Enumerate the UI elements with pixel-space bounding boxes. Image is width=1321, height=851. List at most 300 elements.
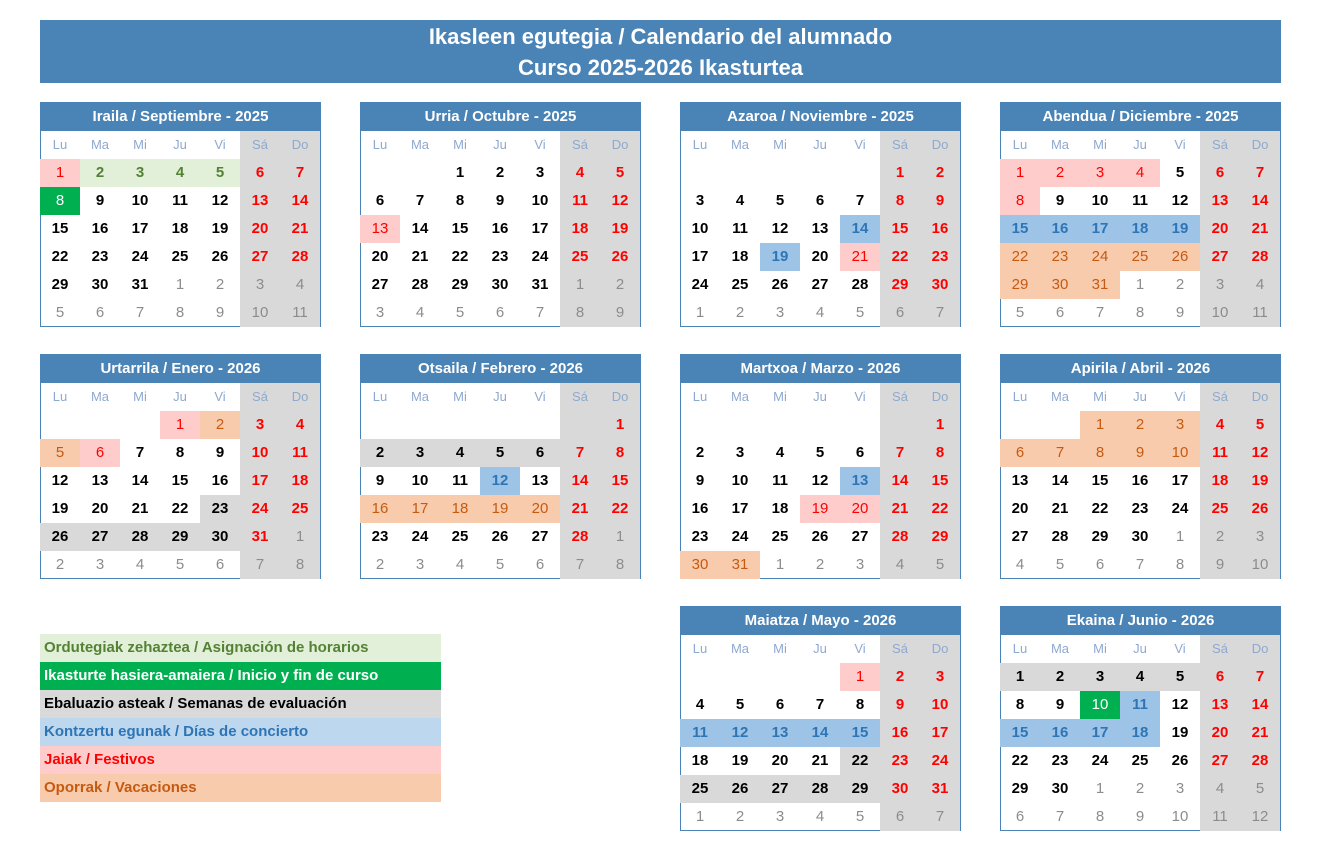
day-cell: 5	[815, 444, 825, 461]
filler-cell: 10	[1171, 808, 1189, 825]
day-cell: 4	[1120, 663, 1160, 691]
day-cell: 13	[531, 472, 549, 489]
weekday-header: Lu	[372, 389, 388, 404]
day-cell: 23	[1051, 752, 1069, 769]
day-cell: 21	[560, 495, 600, 523]
day-cell: 11	[1120, 691, 1160, 719]
day-cell: 3	[535, 164, 545, 181]
day-cell: 16	[491, 220, 509, 237]
day-cell: 30	[200, 523, 240, 551]
day-cell: 13	[1011, 472, 1029, 489]
day-cell: 28	[1240, 747, 1280, 775]
day-cell: 25	[560, 243, 600, 271]
filler-cell: 7	[920, 299, 960, 327]
month-8	[1000, 354, 1281, 579]
filler-cell	[360, 159, 400, 187]
filler-cell: 9	[1175, 304, 1185, 321]
filler-cell: 8	[600, 551, 640, 579]
day-cell: 17	[1080, 719, 1120, 747]
day-cell: 20	[1200, 719, 1240, 747]
month-10	[1000, 606, 1281, 831]
day-cell: 7	[560, 439, 600, 467]
day-cell: 4	[1200, 411, 1240, 439]
weekday-header: Lu	[372, 137, 388, 152]
day-cell: 10	[920, 691, 960, 719]
filler-cell: 12	[1240, 803, 1280, 831]
day-cell: 10	[1091, 192, 1109, 209]
day-cell: 3	[920, 663, 960, 691]
day-cell: 1	[600, 411, 640, 439]
day-cell: 14	[800, 719, 840, 747]
day-cell: 4	[1120, 159, 1160, 187]
day-cell: 6	[375, 192, 385, 209]
day-cell: 3	[735, 444, 745, 461]
weekday-header: Do	[1240, 635, 1280, 663]
day-cell: 12	[1171, 696, 1189, 713]
day-cell: 22	[51, 248, 69, 265]
day-cell: 12	[600, 187, 640, 215]
weekday-header: Ma	[410, 389, 430, 404]
day-cell: 13	[760, 719, 800, 747]
filler-cell: 7	[560, 551, 600, 579]
filler-cell: 8	[1095, 808, 1105, 825]
month-header: Maiatza / Mayo - 2026	[680, 606, 961, 635]
filler-cell: 2	[375, 556, 385, 573]
day-cell: 5	[775, 192, 785, 209]
day-cell: 24	[131, 248, 149, 265]
day-cell: 6	[775, 696, 785, 713]
day-cell: 25	[1131, 752, 1149, 769]
day-cell: 29	[451, 276, 469, 293]
day-cell: 29	[1011, 780, 1029, 797]
month-1	[40, 102, 321, 327]
weekday-header: Do	[920, 635, 960, 663]
calendar-title: Ikasleen egutegia / Calendario del alumnado	[428, 24, 893, 49]
day-cell: 12	[1240, 439, 1280, 467]
weekday-header: Ma	[1050, 137, 1070, 152]
day-cell: 12	[811, 472, 829, 489]
day-cell: 25	[680, 775, 720, 803]
day-cell: 28	[1240, 243, 1280, 271]
day-cell: 5	[480, 439, 520, 467]
day-cell: 5	[40, 439, 80, 467]
day-cell: 15	[171, 472, 189, 489]
day-cell: 5	[1160, 663, 1200, 691]
day-cell: 23	[920, 243, 960, 271]
day-cell: 26	[771, 276, 789, 293]
weekday-header: Ma	[410, 137, 430, 152]
filler-cell: 4	[1015, 556, 1025, 573]
day-cell: 14	[131, 472, 149, 489]
day-cell: 12	[1171, 192, 1189, 209]
day-cell: 18	[731, 248, 749, 265]
day-cell: 5	[1175, 164, 1185, 181]
day-cell: 8	[600, 439, 640, 467]
day-cell: 24	[691, 276, 709, 293]
filler-cell	[760, 411, 800, 439]
filler-cell	[400, 159, 440, 187]
day-cell: 28	[411, 276, 429, 293]
filler-cell	[800, 411, 840, 439]
day-cell: 18	[771, 500, 789, 517]
legend-item-festivo: Jaiak / Festivos	[40, 746, 441, 774]
filler-cell: 2	[735, 808, 745, 825]
day-cell: 28	[800, 775, 840, 803]
filler-cell: 8	[175, 304, 185, 321]
day-cell: 21	[280, 215, 320, 243]
month-header: Iraila / Septiembre - 2025	[40, 102, 321, 131]
day-cell: 24	[1080, 243, 1120, 271]
filler-cell	[840, 159, 880, 187]
weekday-header: Do	[600, 383, 640, 411]
weekday-header: Sá	[1200, 131, 1240, 159]
filler-cell: 3	[775, 304, 785, 321]
day-cell: 19	[211, 220, 229, 237]
day-cell: 12	[51, 472, 69, 489]
day-cell: 8	[1000, 187, 1040, 215]
day-cell: 8	[880, 187, 920, 215]
legend-item-horarios: Ordutegiak zehaztea / Asignación de horarios	[40, 634, 441, 662]
day-cell: 11	[172, 192, 188, 209]
day-cell: 11	[772, 472, 788, 489]
day-cell: 5	[735, 696, 745, 713]
day-cell: 18	[171, 220, 189, 237]
day-cell: 26	[491, 528, 509, 545]
day-cell: 30	[1051, 780, 1069, 797]
filler-cell: 7	[1095, 304, 1105, 321]
weekday-header: Mi	[453, 137, 467, 152]
filler-cell: 5	[455, 304, 465, 321]
day-cell: 11	[680, 719, 720, 747]
day-cell: 24	[240, 495, 280, 523]
day-cell: 17	[920, 719, 960, 747]
day-cell: 24	[1091, 752, 1109, 769]
day-cell: 9	[920, 187, 960, 215]
day-cell: 14	[411, 220, 429, 237]
day-cell: 9	[880, 691, 920, 719]
day-cell: 29	[1000, 271, 1040, 299]
filler-cell: 5	[855, 808, 865, 825]
day-cell: 16	[880, 719, 920, 747]
filler-cell: 1	[175, 276, 185, 293]
day-cell: 1	[1000, 663, 1040, 691]
day-cell: 27	[531, 528, 549, 545]
filler-cell	[800, 663, 840, 691]
day-cell: 22	[171, 500, 189, 517]
day-cell: 22	[880, 243, 920, 271]
day-cell: 24	[531, 248, 549, 265]
filler-cell: 5	[55, 304, 65, 321]
day-cell: 6	[240, 159, 280, 187]
filler-cell: 6	[1095, 556, 1105, 573]
day-cell: 1	[1080, 411, 1120, 439]
day-cell: 22	[1011, 752, 1029, 769]
day-cell: 4	[560, 159, 600, 187]
day-cell: 19	[800, 495, 840, 523]
weekday-header: Ma	[730, 137, 750, 152]
day-cell: 7	[280, 159, 320, 187]
day-cell: 7	[415, 192, 425, 209]
filler-cell: 2	[1200, 523, 1240, 551]
day-cell: 19	[480, 495, 520, 523]
weekday-header: Do	[1240, 383, 1280, 411]
day-cell: 30	[1040, 271, 1080, 299]
weekday-header: Lu	[692, 641, 708, 656]
day-cell: 16	[91, 220, 109, 237]
filler-cell: 3	[240, 271, 280, 299]
day-cell: 7	[1240, 663, 1280, 691]
weekday-header: Ju	[813, 641, 827, 656]
day-cell: 27	[1011, 528, 1029, 545]
day-cell: 20	[1011, 500, 1029, 517]
weekday-header: Lu	[692, 137, 708, 152]
day-cell: 2	[1040, 663, 1080, 691]
weekday-header: Ma	[1050, 641, 1070, 656]
filler-cell: 9	[600, 299, 640, 327]
legend-item-inicio: Ikasturte hasiera-amaiera / Inicio y fin de curso	[40, 662, 441, 690]
day-cell: 6	[815, 192, 825, 209]
month-header: Abendua / Diciembre - 2025	[1000, 102, 1281, 131]
filler-cell	[440, 411, 480, 439]
day-cell: 31	[720, 551, 760, 579]
day-cell: 20	[240, 215, 280, 243]
day-cell: 13	[811, 220, 829, 237]
weekday-header: Mi	[773, 641, 787, 656]
day-cell: 14	[280, 187, 320, 215]
day-cell: 16	[360, 495, 400, 523]
day-cell: 27	[80, 523, 120, 551]
day-cell: 8	[920, 439, 960, 467]
day-cell: 1	[40, 159, 80, 187]
day-cell: 7	[135, 444, 145, 461]
day-cell: 19	[1160, 215, 1200, 243]
filler-cell	[1000, 411, 1040, 439]
day-cell: 15	[451, 220, 469, 237]
filler-cell	[360, 411, 400, 439]
filler-cell: 6	[95, 304, 105, 321]
filler-cell: 6	[1015, 808, 1025, 825]
filler-cell: 1	[1175, 528, 1185, 545]
day-cell: 10	[240, 439, 280, 467]
day-cell: 2	[1040, 159, 1080, 187]
filler-cell	[1040, 411, 1080, 439]
filler-cell: 8	[560, 299, 600, 327]
day-cell: 30	[491, 276, 509, 293]
day-cell: 7	[815, 696, 825, 713]
filler-cell: 1	[775, 556, 785, 573]
month-9	[680, 606, 961, 831]
day-cell: 18	[691, 752, 709, 769]
day-cell: 18	[560, 215, 600, 243]
filler-cell: 6	[535, 556, 545, 573]
filler-cell: 7	[535, 304, 545, 321]
filler-cell: 1	[695, 808, 705, 825]
day-cell: 15	[1091, 472, 1109, 489]
day-cell: 26	[211, 248, 229, 265]
day-cell: 13	[240, 187, 280, 215]
day-cell: 14	[880, 467, 920, 495]
filler-cell: 3	[775, 808, 785, 825]
day-cell: 16	[1131, 472, 1149, 489]
filler-cell: 2	[55, 556, 65, 573]
day-cell: 9	[95, 192, 105, 209]
weekday-header: Lu	[1012, 389, 1028, 404]
month-3	[680, 102, 961, 327]
filler-cell: 8	[1175, 556, 1185, 573]
weekday-header: Mi	[1093, 641, 1107, 656]
filler-cell: 6	[880, 803, 920, 831]
day-cell: 4	[695, 696, 705, 713]
filler-cell: 2	[1135, 780, 1145, 797]
day-cell: 2	[880, 663, 920, 691]
day-cell: 29	[920, 523, 960, 551]
day-cell: 24	[411, 528, 429, 545]
day-cell: 2	[495, 164, 505, 181]
filler-cell: 4	[880, 551, 920, 579]
day-cell: 22	[451, 248, 469, 265]
day-cell: 10	[691, 220, 709, 237]
weekday-header: Lu	[52, 389, 68, 404]
filler-cell: 5	[175, 556, 185, 573]
filler-cell: 4	[1240, 271, 1280, 299]
day-cell: 17	[691, 248, 709, 265]
day-cell: 10	[1160, 439, 1200, 467]
month-header: Azaroa / Noviembre - 2025	[680, 102, 961, 131]
filler-cell	[760, 663, 800, 691]
day-cell: 20	[840, 495, 880, 523]
day-cell: 15	[1000, 215, 1040, 243]
day-cell: 28	[120, 523, 160, 551]
day-cell: 18	[1120, 215, 1160, 243]
day-cell: 17	[1171, 472, 1189, 489]
day-cell: 22	[1091, 500, 1109, 517]
weekday-header: Do	[1240, 131, 1280, 159]
weekday-header: Ju	[813, 137, 827, 152]
calendar-title-banner	[40, 20, 1281, 83]
day-cell: 10	[731, 472, 749, 489]
month-header: Otsaila / Febrero - 2026	[360, 354, 641, 383]
filler-cell: 5	[1055, 556, 1065, 573]
day-cell: 22	[920, 495, 960, 523]
day-cell: 12	[771, 220, 789, 237]
filler-cell	[400, 411, 440, 439]
weekday-header: Ju	[1133, 641, 1147, 656]
filler-cell	[720, 663, 760, 691]
filler-cell: 3	[415, 556, 425, 573]
filler-cell	[560, 411, 600, 439]
day-cell: 9	[495, 192, 505, 209]
filler-cell	[840, 411, 880, 439]
weekday-header: Ju	[493, 137, 507, 152]
weekday-header: Sá	[880, 131, 920, 159]
filler-cell: 6	[495, 304, 505, 321]
day-cell: 6	[1000, 439, 1040, 467]
weekday-header: Sá	[1200, 635, 1240, 663]
filler-cell: 5	[1240, 775, 1280, 803]
month-header: Martxoa / Marzo - 2026	[680, 354, 961, 383]
weekday-header: Do	[280, 383, 320, 411]
filler-cell: 1	[1135, 276, 1145, 293]
filler-cell: 8	[1135, 304, 1145, 321]
day-cell: 27	[851, 528, 869, 545]
day-cell: 8	[855, 696, 865, 713]
day-cell: 31	[131, 276, 149, 293]
day-cell: 11	[1132, 192, 1148, 209]
day-cell: 27	[760, 775, 800, 803]
day-cell: 15	[51, 220, 69, 237]
weekday-header: Do	[600, 131, 640, 159]
day-cell: 6	[1200, 159, 1240, 187]
day-cell: 3	[1160, 411, 1200, 439]
filler-cell: 2	[815, 556, 825, 573]
day-cell: 27	[811, 276, 829, 293]
day-cell: 23	[91, 248, 109, 265]
day-cell: 2	[200, 411, 240, 439]
filler-cell: 4	[1200, 775, 1240, 803]
day-cell: 24	[731, 528, 749, 545]
day-cell: 31	[240, 523, 280, 551]
day-cell: 17	[531, 220, 549, 237]
day-cell: 6	[855, 444, 865, 461]
day-cell: 5	[200, 159, 240, 187]
day-cell: 8	[40, 187, 80, 215]
day-cell: 22	[840, 747, 880, 775]
day-cell: 29	[1091, 528, 1109, 545]
filler-cell: 2	[600, 271, 640, 299]
filler-cell: 1	[695, 304, 705, 321]
day-cell: 14	[840, 215, 880, 243]
day-cell: 20	[91, 500, 109, 517]
weekday-header: Vi	[534, 137, 546, 152]
filler-cell: 7	[1135, 556, 1145, 573]
day-cell: 16	[1040, 215, 1080, 243]
filler-cell	[480, 411, 520, 439]
day-cell: 7	[855, 192, 865, 209]
day-cell: 4	[160, 159, 200, 187]
day-cell: 13	[1200, 691, 1240, 719]
filler-cell	[680, 663, 720, 691]
filler-cell: 8	[280, 551, 320, 579]
weekday-header: Sá	[560, 383, 600, 411]
filler-cell: 3	[1240, 523, 1280, 551]
day-cell: 9	[695, 472, 705, 489]
weekday-header: Ju	[1133, 389, 1147, 404]
filler-cell	[120, 411, 160, 439]
filler-cell: 5	[920, 551, 960, 579]
weekday-header: Vi	[854, 641, 866, 656]
weekday-header: Ma	[730, 389, 750, 404]
weekday-header: Lu	[1012, 137, 1028, 152]
day-cell: 9	[215, 444, 225, 461]
day-cell: 26	[720, 775, 760, 803]
day-cell: 5	[600, 159, 640, 187]
filler-cell: 9	[1135, 808, 1145, 825]
legend-item-vacaciones: Oporrak / Vacaciones	[40, 774, 441, 802]
day-cell: 20	[771, 752, 789, 769]
filler-cell: 1	[1095, 780, 1105, 797]
day-cell: 5	[1240, 411, 1280, 439]
day-cell: 1	[455, 164, 465, 181]
filler-cell: 1	[600, 523, 640, 551]
weekday-header: Vi	[214, 137, 226, 152]
day-cell: 18	[1120, 719, 1160, 747]
day-cell: 28	[280, 243, 320, 271]
day-cell: 10	[531, 192, 549, 209]
day-cell: 8	[175, 444, 185, 461]
filler-cell: 3	[1175, 780, 1185, 797]
day-cell: 31	[920, 775, 960, 803]
weekday-header: Mi	[133, 137, 147, 152]
